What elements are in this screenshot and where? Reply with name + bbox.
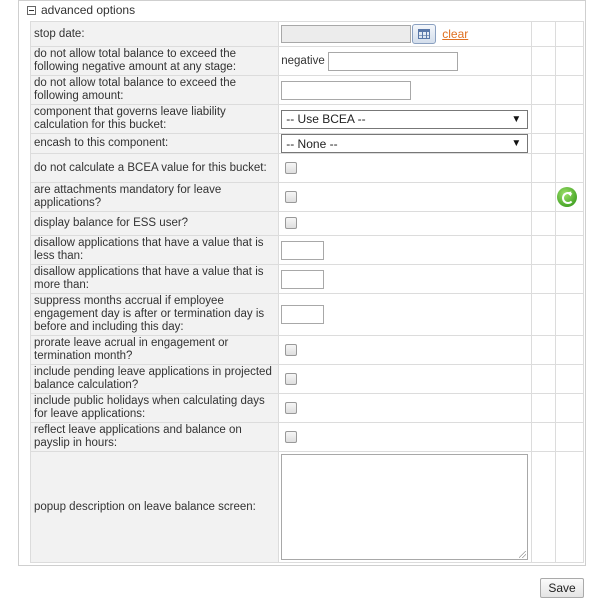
advanced-options-header[interactable] <box>27 2 139 18</box>
dropdown-arrow-icon: ▼ <box>511 138 522 149</box>
payslip-hours-checkbox[interactable] <box>285 431 297 443</box>
save-button[interactable]: Save <box>540 578 584 598</box>
no-bcea-checkbox[interactable] <box>285 162 297 174</box>
row-max-balance <box>31 76 584 105</box>
section-title: advanced options <box>41 3 136 17</box>
row-no-bcea <box>31 154 584 183</box>
suppress-accrual-label: suppress months accrual if employee engagement day is after or termination day is before and including this day: <box>31 294 279 336</box>
ess-balance-checkbox[interactable] <box>285 217 297 229</box>
prorate-label: prorate leave acrual in engagement or termination month? <box>31 336 279 365</box>
pending-checkbox[interactable] <box>285 373 297 385</box>
attachments-label: are attachments mandatory for leave applications? <box>31 183 279 212</box>
row-ess-balance <box>31 212 584 236</box>
row-leave-liability <box>31 105 584 134</box>
row-payslip-hours <box>31 423 584 452</box>
public-holidays-checkbox[interactable] <box>285 402 297 414</box>
suppress-accrual-input[interactable] <box>281 305 324 324</box>
row-neg-balance <box>31 47 584 76</box>
attachments-checkbox[interactable] <box>285 191 297 203</box>
less-than-label: disallow applications that have a value that is less than: <box>31 236 279 265</box>
resize-grip-icon[interactable] <box>519 551 526 558</box>
row-encash <box>31 134 584 154</box>
ess-balance-label: display balance for ESS user? <box>31 212 279 236</box>
payslip-hours-label: reflect leave applications and balance on payslip in hours: <box>31 423 279 452</box>
row-popup-desc <box>31 452 584 563</box>
row-stop-date <box>31 22 584 47</box>
clear-date-link[interactable]: clear <box>442 27 469 41</box>
collapse-minus-icon[interactable] <box>27 6 36 15</box>
dropdown-arrow-icon: ▼ <box>511 113 522 125</box>
advanced-options-form <box>30 21 584 563</box>
leave-liability-selected: -- Use BCEA -- <box>286 112 366 126</box>
max-balance-label: do not allow total balance to exceed the following amount: <box>31 76 279 105</box>
calendar-icon[interactable] <box>412 24 436 44</box>
stop-date-label: stop date: <box>31 22 279 47</box>
more-than-label: disallow applications that have a value that is more than: <box>31 265 279 294</box>
row-suppress-accrual <box>31 294 584 336</box>
prorate-checkbox[interactable] <box>285 344 297 356</box>
no-bcea-label: do not calculate a BCEA value for this bucket: <box>31 154 279 183</box>
row-more-than <box>31 265 584 294</box>
leave-liability-select[interactable] <box>281 110 528 129</box>
row-pending <box>31 365 584 394</box>
refresh-icon[interactable] <box>557 187 577 207</box>
neg-balance-input[interactable] <box>328 52 458 71</box>
popup-desc-textarea[interactable] <box>281 454 528 560</box>
popup-desc-label: popup description on leave balance screen: <box>31 452 279 563</box>
encash-label: encash to this component: <box>31 134 279 154</box>
pending-label: include pending leave applications in projected balance calculation? <box>31 365 279 394</box>
row-less-than <box>31 236 584 265</box>
row-public-holidays <box>31 394 584 423</box>
public-holidays-label: include public holidays when calculating days for leave applications: <box>31 394 279 423</box>
leave-liability-label: component that governs leave liability calculation for this bucket: <box>31 105 279 134</box>
less-than-input[interactable] <box>281 241 324 260</box>
encash-selected: -- None -- <box>286 136 338 151</box>
stop-date-input[interactable] <box>281 25 411 43</box>
row-attachments <box>31 183 584 212</box>
negative-prefix: negative <box>281 55 325 67</box>
more-than-input[interactable] <box>281 270 324 289</box>
encash-select[interactable] <box>281 134 528 153</box>
neg-balance-label: do not allow total balance to exceed the following negative amount at any stage: <box>31 47 279 76</box>
max-balance-input[interactable] <box>281 81 411 100</box>
row-prorate <box>31 336 584 365</box>
